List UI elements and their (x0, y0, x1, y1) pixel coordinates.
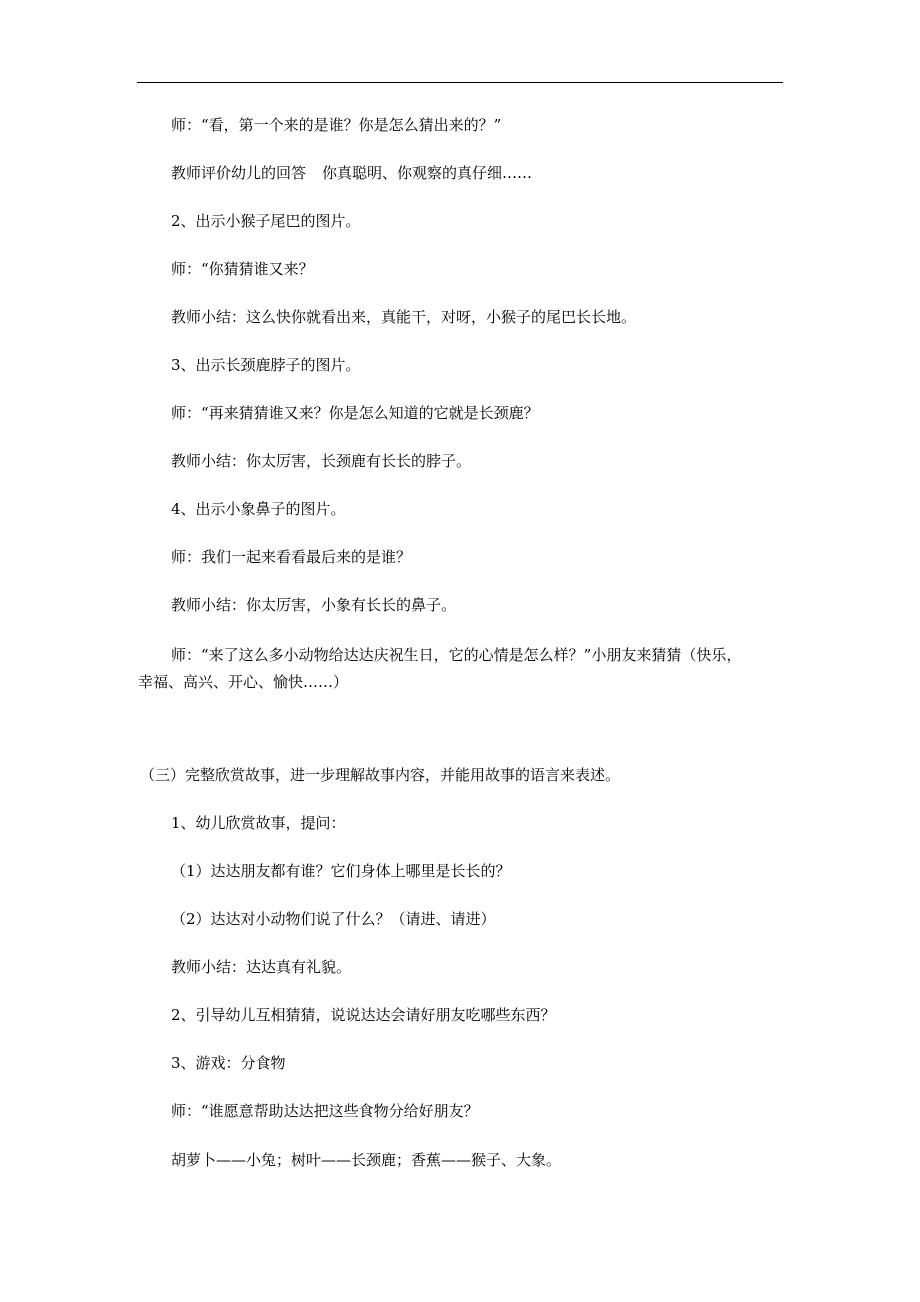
paragraph: 胡萝卜——小兔；树叶——长颈鹿；香蕉——猴子、大象。 (171, 1151, 562, 1169)
paragraph: 3、游戏：分食物 (171, 1054, 286, 1072)
paragraph: 4、出示小象鼻子的图片。 (171, 500, 346, 518)
header-rule (137, 82, 783, 83)
paragraph: 师：我们一起来看看最后来的是谁？ (171, 548, 412, 566)
section-heading: （三）完整欣赏故事，进一步理解故事内容，并能用故事的语言来表述。 (140, 766, 621, 784)
paragraph: 教师小结：你太厉害，长颈鹿有长长的脖子。 (171, 452, 472, 470)
paragraph: 1、幼儿欣赏故事，提问： (171, 814, 346, 832)
paragraph (171, 163, 532, 183)
paragraph: 2、出示小猴子尾巴的图片。 (171, 212, 361, 230)
paragraph: 2、引导幼儿互相猜猜，说说达达会请好朋友吃哪些东西？ (171, 1006, 556, 1024)
paragraph: 教师小结：这么快你就看出来，真能干，对呀，小猴子的尾巴长长地。 (171, 308, 637, 326)
paragraph: 师：“来了这么多小动物给达达庆祝生日，它的心情是怎么样？”小朋友来猜猜（快乐， (171, 646, 742, 664)
paragraph-part: 教师评价幼儿的回答 (171, 164, 307, 182)
paragraph-part: 你真聪明、你观察的真仔细…… (322, 164, 533, 182)
paragraph: 教师小结：达达真有礼貌。 (171, 958, 352, 976)
paragraph-continuation: 幸福、高兴、开心、愉快……） (138, 673, 349, 691)
paragraph: 师：“看，第一个来的是谁？你是怎么猜出来的？” (171, 116, 502, 134)
paragraph: 师：“再来猜猜谁又来？你是怎么知道的它就是长颈鹿？ (171, 404, 539, 422)
paragraph: （1）达达朋友都有谁？它们身体上哪里是长长的？ (171, 862, 511, 880)
paragraph: 教师小结：你太厉害，小象有长长的鼻子。 (171, 596, 457, 614)
paragraph: 3、出示长颈鹿脖子的图片。 (171, 356, 361, 374)
paragraph: 师：“谁愿意帮助达达把这些食物分给好朋友？ (171, 1102, 479, 1120)
paragraph: （2）达达对小动物们说了什么？（请进、请进） (171, 910, 496, 928)
paragraph: 师：“你猜猜谁又来？ (171, 260, 314, 278)
